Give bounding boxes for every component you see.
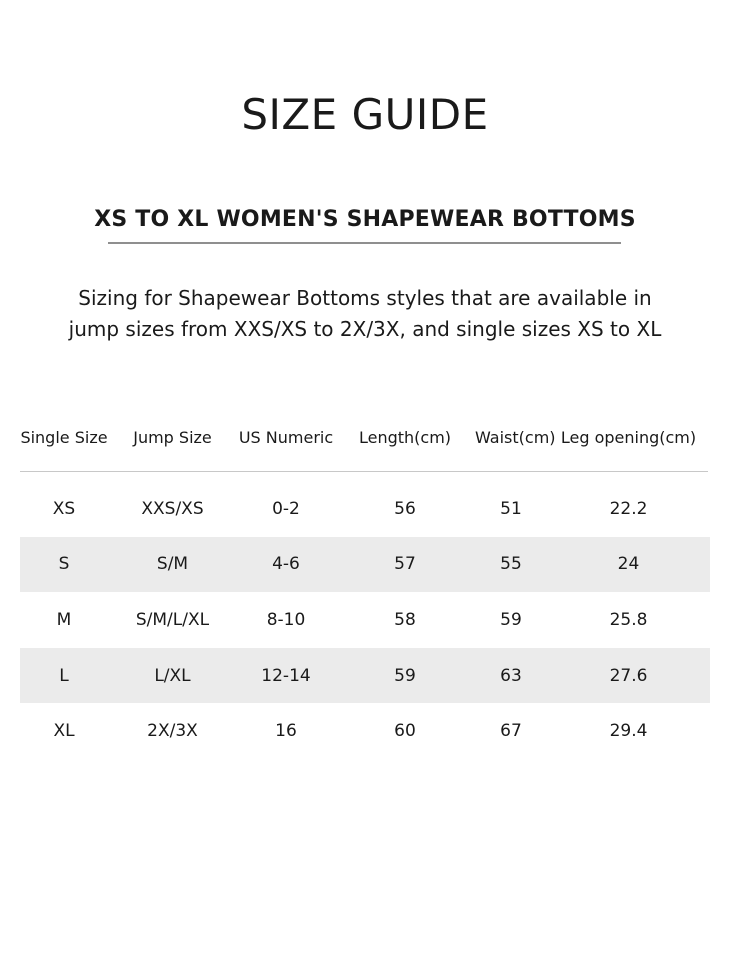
cell-length: 56 — [394, 498, 416, 519]
description-line-1: Sizing for Shapewear Bottoms styles that are available in — [78, 286, 652, 310]
cell-jump-size: 2X/3X — [147, 721, 198, 742]
table-row — [20, 537, 710, 593]
cell-waist: 51 — [500, 498, 522, 519]
table-row — [20, 592, 710, 648]
cell-single-size: XS — [52, 498, 76, 519]
cell-us-numeric: 16 — [275, 721, 297, 742]
cell-length: 59 — [394, 665, 416, 686]
table-body — [20, 481, 710, 759]
cell-single-size: S — [58, 554, 70, 575]
header-single-size: Single Size — [20, 428, 108, 447]
header-jump-size: Jump Size — [133, 428, 212, 447]
table-row — [20, 481, 710, 537]
section-subtitle: XS TO XL WOMEN'S SHAPEWEAR BOTTOMS — [94, 207, 636, 232]
cell-us-numeric: 0-2 — [272, 498, 300, 519]
cell-leg-opening: 24 — [617, 554, 640, 575]
cell-single-size: L — [59, 665, 69, 686]
cell-leg-opening: 22.2 — [609, 498, 648, 519]
cell-us-numeric: 8-10 — [266, 609, 306, 630]
table-row — [20, 648, 710, 704]
description-line-2: jump sizes from XXS/XS to 2X/3X, and single sizes XS to XL — [68, 317, 662, 341]
cell-us-numeric: 12-14 — [261, 665, 311, 686]
cell-single-size: M — [56, 609, 72, 630]
table-header-row — [20, 414, 710, 461]
description — [0, 283, 730, 345]
cell-waist: 63 — [500, 665, 522, 686]
cell-leg-opening: 29.4 — [609, 721, 648, 742]
page-title: SIZE GUIDE — [241, 90, 489, 139]
cell-waist: 67 — [500, 721, 522, 742]
size-table — [20, 414, 710, 759]
cell-length: 57 — [394, 554, 416, 575]
cell-leg-opening: 25.8 — [609, 609, 648, 630]
header-length: Length(cm) — [358, 428, 452, 447]
header-us-numeric: US Numeric — [238, 428, 334, 447]
cell-leg-opening: 27.6 — [609, 665, 648, 686]
cell-waist: 59 — [500, 609, 522, 630]
cell-length: 58 — [394, 609, 416, 630]
table-row — [20, 703, 710, 759]
header-leg-opening: Leg opening(cm) — [560, 428, 697, 447]
cell-single-size: XL — [53, 721, 75, 742]
header-divider — [20, 471, 708, 472]
cell-jump-size: L/XL — [154, 665, 191, 686]
cell-us-numeric: 4-6 — [272, 554, 300, 575]
header-waist: Waist(cm) — [475, 428, 556, 447]
cell-jump-size: S/M — [156, 554, 189, 575]
cell-jump-size: S/M/L/XL — [135, 609, 210, 630]
cell-waist: 55 — [500, 554, 522, 575]
subtitle-underline — [108, 242, 621, 244]
cell-jump-size: XXS/XS — [141, 498, 204, 519]
cell-length: 60 — [394, 721, 416, 742]
